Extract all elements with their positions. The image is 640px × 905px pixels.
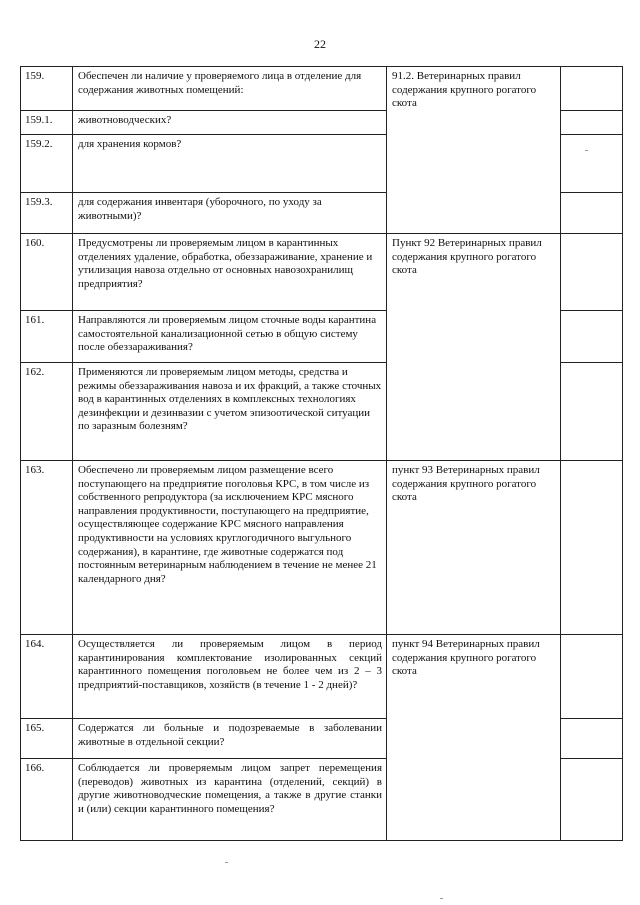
question-text: для хранения кормов?: [73, 135, 387, 193]
answer-cell[interactable]: [561, 193, 623, 234]
question-text: Обеспечено ли проверяемым лицом размещение всего поступающего на предприятие поголовья КРС, в том числе из собственного репродуктора (за исключением КРС мясного направления продуктивности, поступающего на предприятие, осуществляющее содержание КРС мясного направления продуктивности на условиях круглогодичного выгульного содержания), в карантине, где животные содержатся под постоянным ветеринарным наблюдением в течение не менее 21 календарного дня?: [73, 461, 387, 635]
question-text: животноводческих?: [73, 111, 387, 135]
answer-cell[interactable]: [561, 67, 623, 111]
item-number: 165.: [21, 719, 73, 759]
regulation-reference: пункт 93 Ветеринарных правил содержания крупного рогатого скота: [387, 461, 561, 635]
regulation-reference: 91.2. Ветеринарных правил содержания крупного рогатого скота: [387, 67, 561, 234]
scan-speck: [585, 150, 588, 151]
table-row: [21, 234, 623, 311]
regulation-reference: Пункт 92 Ветеринарных правил содержания крупного рогатого скота: [387, 234, 561, 461]
table-row: [21, 461, 623, 635]
regulation-reference: пункт 94 Ветеринарных правил содержания крупного рогатого скота: [387, 635, 561, 841]
item-number: 160.: [21, 234, 73, 311]
question-text: Направляются ли проверяемым лицом сточные воды карантина самостоятельной канализационной сетью в общую систему после обеззараживания?: [73, 311, 387, 363]
item-number: 164.: [21, 635, 73, 719]
item-number: 159.: [21, 67, 73, 111]
item-number: 159.1.: [21, 111, 73, 135]
item-number: 161.: [21, 311, 73, 363]
answer-cell[interactable]: [561, 759, 623, 841]
item-number: 162.: [21, 363, 73, 461]
question-text: Применяются ли проверяемым лицом методы, средства и режимы обеззараживания навоза и их фракций, а также сточных вод в карантинных отделениях в комплексных технологиях дезинфекции и дезинвазии с учетом эпизоотической ситуации по заразным болезням?: [73, 363, 387, 461]
answer-cell[interactable]: [561, 719, 623, 759]
answer-cell[interactable]: [561, 311, 623, 363]
question-text: Осуществляется ли проверяемым лицом в период карантинирования комплектование изолированных секций карантинного помещения поголовьем не более чем из 2 – 3 предприятий-поставщиков, хозяйств (в течение 1 - 2 дней)?: [73, 635, 387, 719]
checklist-table: [20, 66, 623, 841]
question-text: Обеспечен ли наличие у проверяемого лица в отделение для содержания животных помещений:: [73, 67, 387, 111]
answer-cell[interactable]: [561, 635, 623, 719]
item-number: 163.: [21, 461, 73, 635]
item-number: 159.3.: [21, 193, 73, 234]
question-text: Предусмотрены ли проверяемым лицом в карантинных отделениях удаление, обработка, обеззараживание, хранение и утилизация навоза отдельно от основных навозохранилищ предприятия?: [73, 234, 387, 311]
scan-speck: [440, 898, 443, 899]
answer-cell[interactable]: [561, 234, 623, 311]
page-number: 22: [314, 37, 326, 51]
question-text: Соблюдается ли проверяемым лицом запрет перемещения (переводов) животных из карантина (отделений, секций) в другие животноводческие помещения, а также в другие станки и (или) секции карантинного помещения?: [73, 759, 387, 841]
answer-cell[interactable]: [561, 363, 623, 461]
question-text: Содержатся ли больные и подозреваемые в заболевании животные в отдельной секции?: [73, 719, 387, 759]
item-number: 166.: [21, 759, 73, 841]
question-text: для содержания инвентаря (уборочного, по уходу за животными)?: [73, 193, 387, 234]
answer-cell[interactable]: [561, 135, 623, 193]
item-number: 159.2.: [21, 135, 73, 193]
answer-cell[interactable]: [561, 461, 623, 635]
table-row: [21, 635, 623, 719]
table-row: [21, 67, 623, 111]
answer-cell[interactable]: [561, 111, 623, 135]
scan-speck: [225, 862, 228, 863]
